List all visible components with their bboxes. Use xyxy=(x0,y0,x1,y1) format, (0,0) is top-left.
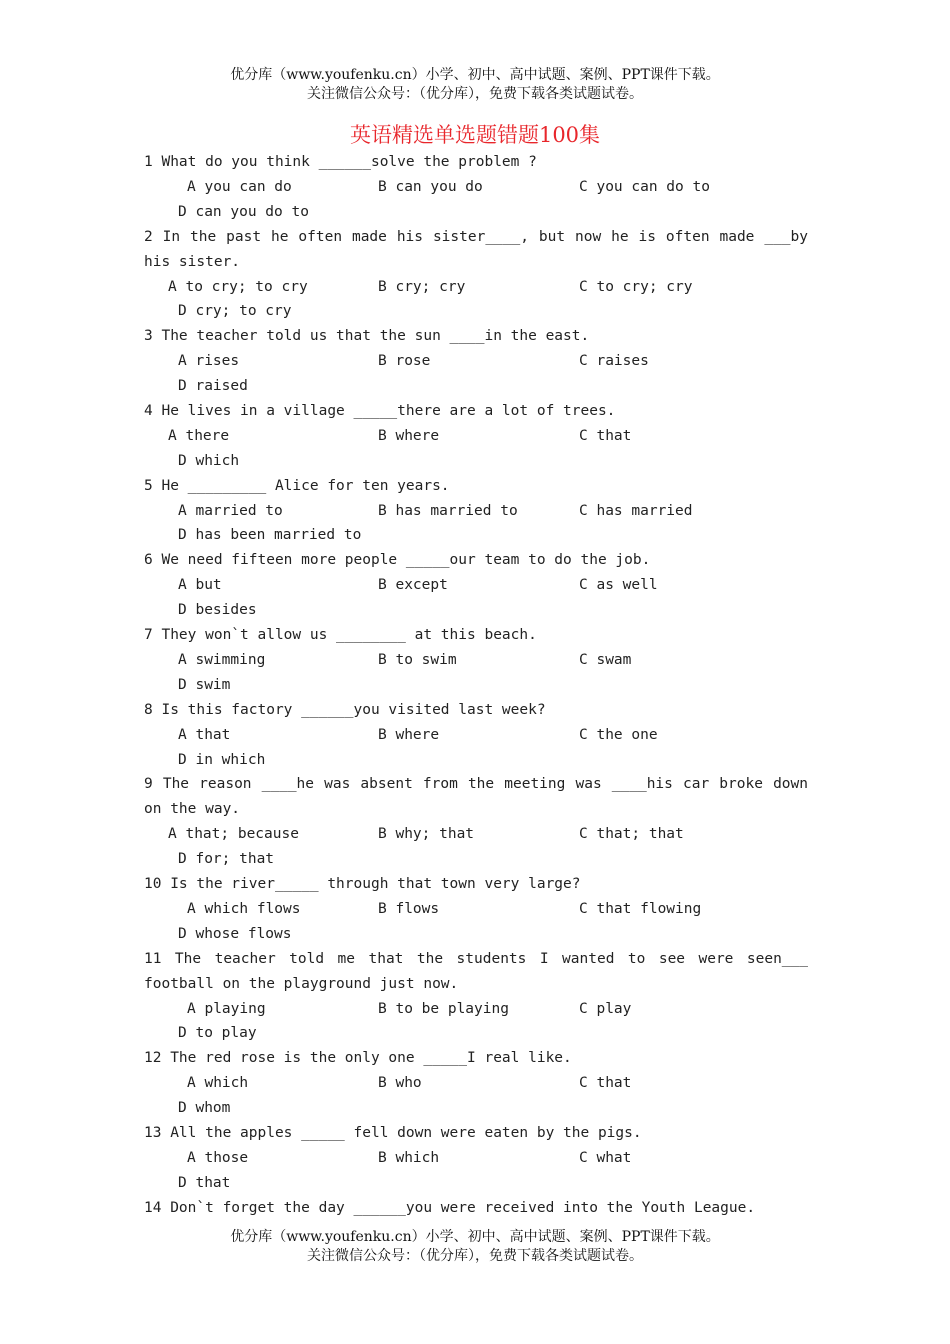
question-item xyxy=(144,225,817,325)
options-row xyxy=(144,499,808,524)
question-stem: 10 Is the river_____ through that town very large? xyxy=(144,876,581,892)
question-item xyxy=(144,623,808,698)
option-a: A there xyxy=(168,427,230,444)
question-stem: 7 They won`t allow us ________ at this beach. xyxy=(144,627,537,644)
option-a: A playing xyxy=(187,1000,266,1017)
option-b: B can you do xyxy=(378,178,483,195)
question-stem: 3 The teacher told us that the sun ____in the east. xyxy=(144,328,590,345)
options-row xyxy=(144,275,808,300)
question-item xyxy=(144,1196,808,1221)
question-item xyxy=(144,474,808,549)
question-item xyxy=(144,1121,808,1196)
option-b: B has married to xyxy=(378,502,518,519)
option-d: D in which xyxy=(178,751,266,768)
option-c: C you can do to xyxy=(579,178,710,195)
option-c: C play xyxy=(579,1000,632,1017)
option-c: C that flowing xyxy=(579,900,702,917)
option-a: A that; because xyxy=(168,826,299,843)
option-a: A married to xyxy=(178,502,283,519)
options-row xyxy=(144,897,808,922)
question-item xyxy=(144,399,808,474)
question-stem: 12 The red rose is the only one _____I real like. xyxy=(144,1050,572,1067)
header-line-1: 优分库（www.youfenku.cn）小学、初中、高中试题、案例、PPT课件下载。 xyxy=(230,67,720,83)
question-stem: 11 The teacher told me that the students I wanted to see were seen___ football on the playground just now. xyxy=(144,950,817,992)
option-c: C that; that xyxy=(579,826,684,843)
option-d: D for; that xyxy=(178,851,275,868)
option-d: D besides xyxy=(178,602,257,619)
option-a: A those xyxy=(187,1149,249,1166)
option-c: C swam xyxy=(579,651,632,668)
option-a: A swimming xyxy=(178,651,266,668)
options-row xyxy=(144,723,808,748)
option-d: D raised xyxy=(178,378,248,395)
question-item xyxy=(144,947,817,1047)
option-a: A which flows xyxy=(187,900,301,917)
header-line-2: 关注微信公众号：（优分库），免费下载各类试题试卷。 xyxy=(307,86,643,102)
options-row xyxy=(144,175,808,200)
option-c: C the one xyxy=(579,726,658,743)
question-item xyxy=(144,548,808,623)
option-b: B to swim xyxy=(378,651,457,668)
option-d: D to play xyxy=(178,1025,257,1042)
question-stem: 9 The reason ____he was absent from the meeting was ____his car broke down on the way. xyxy=(144,776,817,818)
option-a: A that xyxy=(178,726,231,743)
options-row xyxy=(144,1071,808,1096)
options-row xyxy=(144,424,808,449)
option-b: B who xyxy=(378,1075,422,1092)
question-item xyxy=(144,772,817,872)
options-row xyxy=(144,573,808,598)
option-d: D whom xyxy=(178,1100,231,1117)
options-row xyxy=(144,822,808,847)
option-c: C to cry; cry xyxy=(579,278,693,295)
option-b: B to be playing xyxy=(378,1000,509,1017)
options-row xyxy=(144,648,808,673)
question-stem: 4 He lives in a village _____there are a lot of trees. xyxy=(144,402,616,419)
question-stem: 6 We need fifteen more people _____our team to do the job. xyxy=(144,552,651,569)
option-b: B where xyxy=(378,726,440,743)
option-b: B cry; cry xyxy=(378,278,466,295)
question-stem: 14 Don`t forget the day ______you were received into the Youth League. xyxy=(144,1199,756,1216)
option-c: C what xyxy=(579,1149,632,1166)
options-row xyxy=(144,997,808,1022)
question-item xyxy=(144,698,808,773)
option-a: A rises xyxy=(178,353,240,370)
option-b: B why; that xyxy=(378,826,475,843)
option-d: D has been married to xyxy=(178,527,362,544)
question-item xyxy=(144,1046,808,1121)
page-header xyxy=(0,66,950,104)
option-b: B except xyxy=(378,577,448,594)
option-d: D cry; to cry xyxy=(178,303,292,320)
option-c: C raises xyxy=(579,353,649,370)
page-footer xyxy=(0,1228,950,1266)
option-b: B which xyxy=(378,1149,440,1166)
question-item xyxy=(144,872,808,947)
option-c: C as well xyxy=(579,577,658,594)
option-a: A but xyxy=(178,577,222,594)
question-item xyxy=(144,150,808,225)
footer-line-1: 优分库（www.youfenku.cn）小学、初中、高中试题、案例、PPT课件下载。 xyxy=(230,1229,720,1245)
option-b: B flows xyxy=(378,900,440,917)
option-d: D which xyxy=(178,452,240,469)
question-stem: 2 In the past he often made his sister____, but now he is often made ___by his sister. xyxy=(144,228,817,270)
option-d: D swim xyxy=(178,676,231,693)
option-a: A which xyxy=(187,1075,249,1092)
option-c: C that xyxy=(579,427,632,444)
question-stem: 1 What do you think ______solve the problem ? xyxy=(144,154,537,170)
options-row xyxy=(144,1146,808,1171)
question-stem: 13 All the apples _____ fell down were eaten by the pigs. xyxy=(144,1124,642,1141)
option-a: A you can do xyxy=(187,178,292,195)
option-d: D whose flows xyxy=(178,925,292,942)
option-c: C has married xyxy=(579,502,693,519)
option-a: A to cry; to cry xyxy=(168,278,308,295)
question-stem: 8 Is this factory ______you visited last week? xyxy=(144,701,546,718)
option-d: D can you do to xyxy=(178,203,309,220)
document-title: 英语精选单选题错题100集 xyxy=(349,123,601,147)
question-item xyxy=(144,324,808,399)
footer-line-2: 关注微信公众号：（优分库），免费下载各类试题试卷。 xyxy=(307,1248,643,1264)
question-list xyxy=(144,150,817,1221)
option-d: D that xyxy=(178,1174,231,1191)
option-b: B rose xyxy=(378,353,431,370)
question-stem: 5 He _________ Alice for ten years. xyxy=(144,477,450,494)
option-b: B where xyxy=(378,427,440,444)
option-c: C that xyxy=(579,1075,632,1092)
options-row xyxy=(144,349,808,374)
